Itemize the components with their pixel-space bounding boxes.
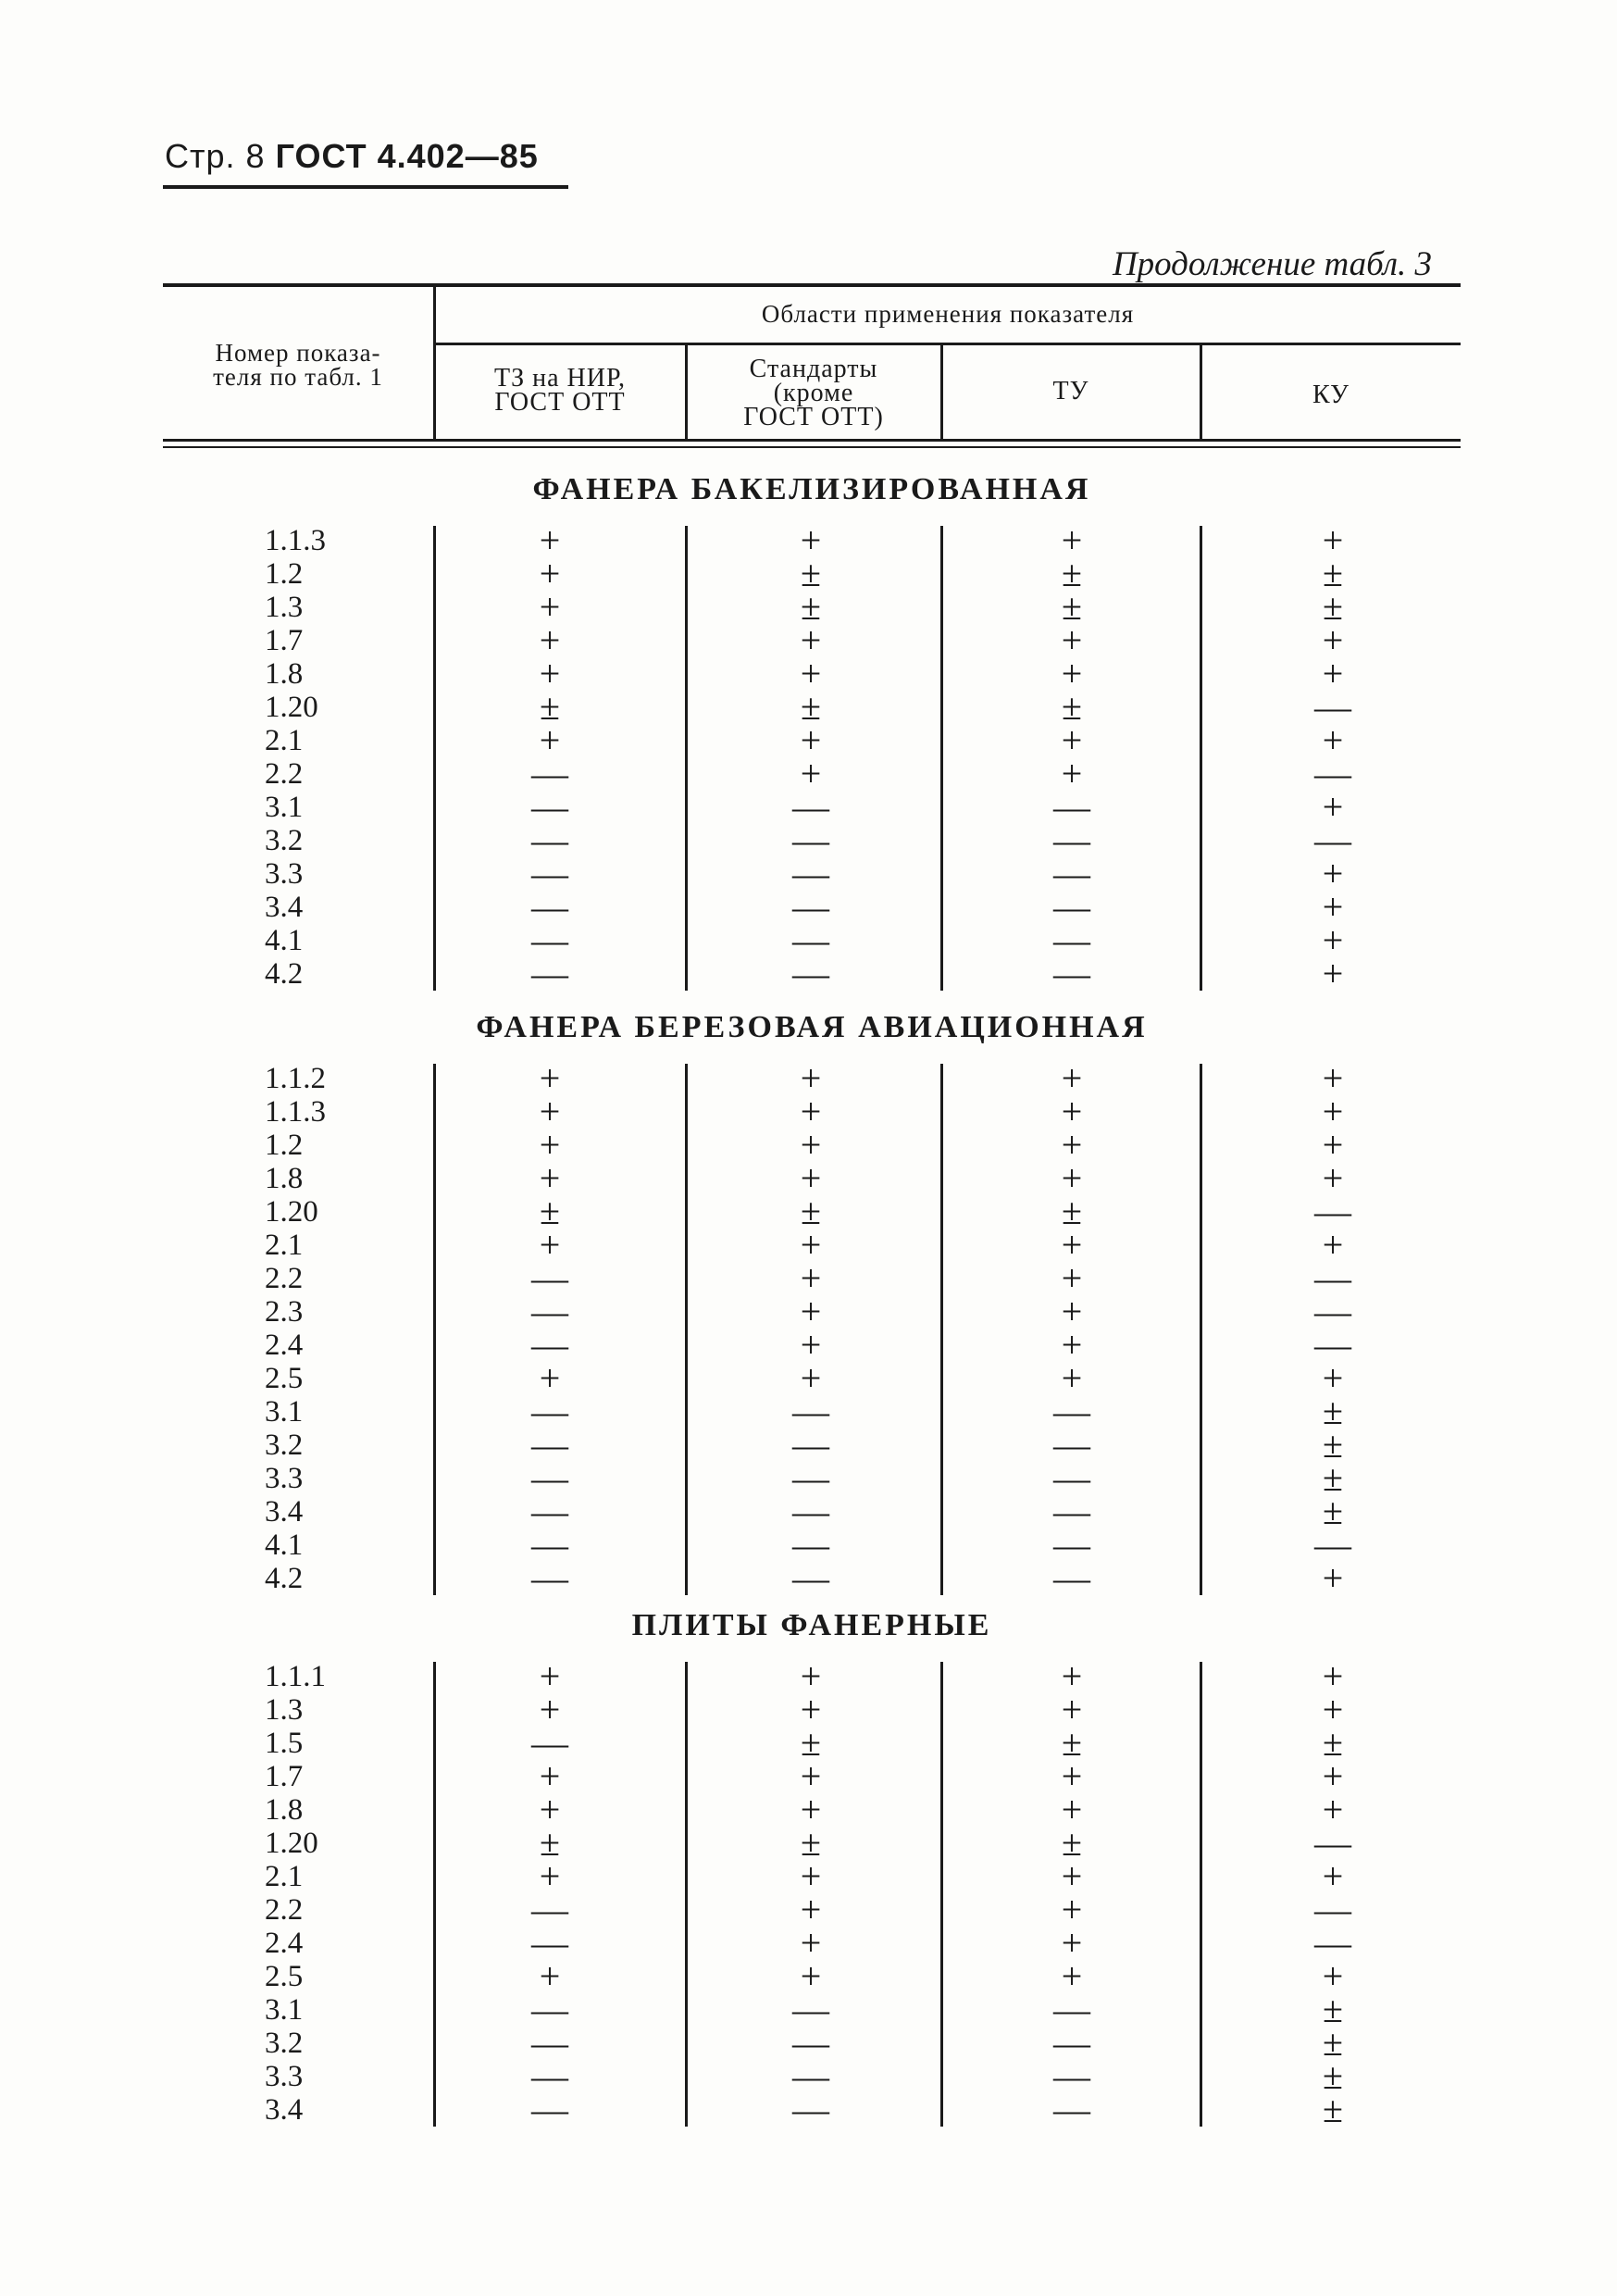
cell-standards: + xyxy=(800,1091,822,1132)
cell-tz: — xyxy=(531,1989,568,2030)
cell-standards: — xyxy=(792,2089,829,2130)
cell-tu: + xyxy=(1061,1157,1083,1199)
cell-ku: + xyxy=(1322,1855,1344,1897)
cell-standards: + xyxy=(800,1224,822,1266)
cell-tz: + xyxy=(539,1224,561,1266)
cell-ku: + xyxy=(1322,786,1344,828)
cell-ku: ± xyxy=(1323,2089,1343,2130)
cell-tz: + xyxy=(539,1789,561,1830)
cell-standards: + xyxy=(800,1655,822,1697)
cell-tu: + xyxy=(1061,1755,1083,1797)
group-rule xyxy=(435,343,1461,345)
cell-tz: — xyxy=(531,1491,568,1532)
cell-standards: — xyxy=(792,853,829,894)
cell-standards: + xyxy=(800,1789,822,1830)
cell-tu: — xyxy=(1053,853,1090,894)
indicator-number: 2.3 xyxy=(265,1295,304,1329)
indicator-number: 3.3 xyxy=(265,1462,304,1495)
column-header-number-line-2: теля по табл. 1 xyxy=(213,363,383,391)
cell-standards: + xyxy=(800,719,822,761)
cell-tu: + xyxy=(1061,1291,1083,1332)
cell-tu: + xyxy=(1061,653,1083,694)
section-title: ФАНЕРА БЕРЕЗОВАЯ АВИАЦИОННАЯ xyxy=(476,1010,1148,1044)
cell-tu: + xyxy=(1061,1324,1083,1366)
cell-ku: + xyxy=(1322,519,1344,561)
cell-standards: + xyxy=(800,653,822,694)
cell-ku: + xyxy=(1322,1091,1344,1132)
cell-standards: — xyxy=(792,2055,829,2097)
indicator-number: 1.5 xyxy=(265,1727,304,1760)
table-row xyxy=(163,953,1461,994)
indicator-number: 3.2 xyxy=(265,824,304,857)
cell-ku: — xyxy=(1314,753,1351,794)
cell-tu: — xyxy=(1053,786,1090,828)
cell-tz: — xyxy=(531,1722,568,1764)
cell-ku: + xyxy=(1322,853,1344,894)
cell-tz: + xyxy=(539,1855,561,1897)
cell-tz: — xyxy=(531,886,568,928)
cell-tz: + xyxy=(539,1357,561,1399)
indicator-number: 2.4 xyxy=(265,1927,304,1960)
cell-standards: ± xyxy=(801,1722,821,1764)
indicator-number: 1.1.3 xyxy=(265,524,326,557)
cell-tz: + xyxy=(539,586,561,628)
indicator-number: 1.1.1 xyxy=(265,1660,326,1693)
table-row xyxy=(163,2089,1461,2130)
cell-standards: — xyxy=(792,953,829,994)
cell-tu: + xyxy=(1061,1124,1083,1166)
table-section xyxy=(163,1604,1461,2136)
cell-ku: + xyxy=(1322,1789,1344,1830)
cell-tz: ± xyxy=(540,1822,560,1864)
cell-ku: + xyxy=(1322,1357,1344,1399)
cell-ku: — xyxy=(1314,1822,1351,1864)
indicator-number: 1.1.3 xyxy=(265,1095,326,1129)
cell-ku: + xyxy=(1322,953,1344,994)
indicator-number: 3.2 xyxy=(265,1429,304,1462)
indicator-number: 1.20 xyxy=(265,1827,318,1860)
indicator-number: 3.1 xyxy=(265,1395,304,1429)
indicator-number: 3.4 xyxy=(265,2093,304,2127)
cell-tu: + xyxy=(1061,1091,1083,1132)
indicator-number: 3.4 xyxy=(265,1495,304,1529)
indicator-number: 2.1 xyxy=(265,1229,304,1262)
cell-standards: + xyxy=(800,1689,822,1730)
cell-tu: + xyxy=(1061,753,1083,794)
cell-tu: ± xyxy=(1062,686,1082,728)
standard-code: ГОСТ 4.402—85 xyxy=(275,137,539,175)
cell-tz: — xyxy=(531,2055,568,2097)
cell-tz: — xyxy=(531,819,568,861)
section-title: ПЛИТЫ ФАНЕРНЫЕ xyxy=(631,1608,992,1642)
table-top-rule xyxy=(163,283,1461,287)
cell-standards: + xyxy=(800,1257,822,1299)
cell-tu: + xyxy=(1061,1955,1083,1997)
cell-ku: + xyxy=(1322,1655,1344,1697)
indicator-number: 4.2 xyxy=(265,957,304,991)
indicator-number: 2.1 xyxy=(265,724,304,757)
column-header-tz-line-1: ТЗ на НИР, xyxy=(493,364,627,393)
cell-tu: — xyxy=(1053,819,1090,861)
cell-tz: + xyxy=(539,553,561,594)
indicator-number: 3.1 xyxy=(265,1993,304,2027)
indicator-number: 1.3 xyxy=(265,591,304,624)
cell-standards: + xyxy=(800,1889,822,1930)
cell-tz: — xyxy=(531,786,568,828)
cell-ku: + xyxy=(1322,719,1344,761)
cell-ku: + xyxy=(1322,886,1344,928)
cell-tu: — xyxy=(1053,2055,1090,2097)
cell-tu: + xyxy=(1061,1655,1083,1697)
cell-ku: ± xyxy=(1323,1457,1343,1499)
cell-tu: + xyxy=(1061,1789,1083,1830)
cell-tz: — xyxy=(531,1889,568,1930)
cell-tu: + xyxy=(1061,719,1083,761)
cell-standards: — xyxy=(792,1457,829,1499)
cell-tz: — xyxy=(531,753,568,794)
page-header xyxy=(165,137,539,176)
cell-standards: + xyxy=(800,1922,822,1964)
cell-tu: — xyxy=(1053,1457,1090,1499)
cell-tz: — xyxy=(531,1324,568,1366)
cell-standards: ± xyxy=(801,586,821,628)
cell-ku: — xyxy=(1314,1889,1351,1930)
cell-standards: — xyxy=(792,1557,829,1599)
cell-tz: ± xyxy=(540,686,560,728)
indicator-number: 1.8 xyxy=(265,1793,304,1827)
cell-ku: + xyxy=(1322,619,1344,661)
indicator-number: 2.5 xyxy=(265,1362,304,1395)
cell-tz: — xyxy=(531,1557,568,1599)
cell-ku: ± xyxy=(1323,1989,1343,2030)
table-section xyxy=(163,468,1461,1000)
indicator-number: 1.3 xyxy=(265,1693,304,1727)
cell-ku: — xyxy=(1314,819,1351,861)
cell-tz: — xyxy=(531,2022,568,2064)
cell-tz: ± xyxy=(540,1191,560,1232)
cell-tz: + xyxy=(539,719,561,761)
page-prefix: Стр. xyxy=(165,137,236,175)
cell-standards: + xyxy=(800,753,822,794)
indicator-number: 1.1.2 xyxy=(265,1062,326,1095)
column-group-header: Области применения показателя xyxy=(761,300,1135,328)
indicator-number: 4.1 xyxy=(265,924,304,957)
cell-standards: — xyxy=(792,819,829,861)
indicator-number: 2.2 xyxy=(265,757,304,791)
cell-standards: ± xyxy=(801,553,821,594)
cell-tu: — xyxy=(1053,1424,1090,1466)
cell-ku: — xyxy=(1314,1324,1351,1366)
cell-tu: — xyxy=(1053,1491,1090,1532)
indicator-number: 4.1 xyxy=(265,1529,304,1562)
cell-tz: + xyxy=(539,1124,561,1166)
cell-ku: — xyxy=(1314,1257,1351,1299)
indicator-number: 1.8 xyxy=(265,1162,304,1195)
cell-tz: + xyxy=(539,653,561,694)
section-title: ФАНЕРА БАКЕЛИЗИРОВАННАЯ xyxy=(532,472,1091,506)
cell-tu: — xyxy=(1053,1524,1090,1566)
table-header xyxy=(163,283,1461,450)
cell-tu: — xyxy=(1053,2022,1090,2064)
cell-tu: + xyxy=(1061,1689,1083,1730)
indicator-number: 3.2 xyxy=(265,2027,304,2060)
cell-tu: ± xyxy=(1062,586,1082,628)
cell-tu: + xyxy=(1061,1922,1083,1964)
indicator-number: 1.2 xyxy=(265,1129,304,1162)
cell-standards: + xyxy=(800,1955,822,1997)
column-header-tu: ТУ xyxy=(1052,377,1089,406)
cell-tu: — xyxy=(1053,1557,1090,1599)
cell-tu: + xyxy=(1061,619,1083,661)
cell-tz: + xyxy=(539,619,561,661)
cell-ku: + xyxy=(1322,1955,1344,1997)
table-continuation-label: Продолжение табл. 3 xyxy=(1112,245,1432,283)
cell-standards: + xyxy=(800,1357,822,1399)
cell-standards: ± xyxy=(801,1191,821,1232)
cell-standards: + xyxy=(800,1157,822,1199)
cell-ku: + xyxy=(1322,919,1344,961)
cell-ku: ± xyxy=(1323,2055,1343,2097)
indicator-number: 2.2 xyxy=(265,1893,304,1927)
cell-tz: + xyxy=(539,1955,561,1997)
cell-tu: — xyxy=(1053,953,1090,994)
cell-tz: + xyxy=(539,519,561,561)
indicator-number: 1.7 xyxy=(265,624,304,657)
indicator-number: 2.1 xyxy=(265,1860,304,1893)
cell-tz: — xyxy=(531,919,568,961)
cell-standards: — xyxy=(792,919,829,961)
table-row xyxy=(163,1557,1461,1599)
table-head-bottom-rule xyxy=(163,439,1461,442)
cell-ku: ± xyxy=(1323,2022,1343,2064)
indicator-number: 2.2 xyxy=(265,1262,304,1295)
cell-standards: + xyxy=(800,1324,822,1366)
cell-ku: + xyxy=(1322,653,1344,694)
indicator-number: 2.4 xyxy=(265,1329,304,1362)
cell-tu: + xyxy=(1061,1357,1083,1399)
cell-standards: + xyxy=(800,1755,822,1797)
header-rule xyxy=(163,185,568,189)
cell-tz: + xyxy=(539,1655,561,1697)
cell-tz: — xyxy=(531,853,568,894)
cell-standards: ± xyxy=(801,686,821,728)
cell-ku: ± xyxy=(1323,1722,1343,1764)
cell-tz: + xyxy=(539,1755,561,1797)
cell-standards: + xyxy=(800,1124,822,1166)
table-head-bottom-rule-2 xyxy=(163,446,1461,448)
cell-ku: ± xyxy=(1323,1391,1343,1432)
cell-tz: — xyxy=(531,2089,568,2130)
cell-tu: + xyxy=(1061,1257,1083,1299)
cell-tz: — xyxy=(531,1457,568,1499)
column-header-tz-line-2: ГОСТ ОТТ xyxy=(494,388,626,417)
cell-tu: — xyxy=(1053,1989,1090,2030)
cell-standards: + xyxy=(800,1291,822,1332)
column-header-ku: КУ xyxy=(1312,381,1350,409)
cell-tz: — xyxy=(531,1524,568,1566)
cell-standards: — xyxy=(792,2022,829,2064)
cell-tu: ± xyxy=(1062,1822,1082,1864)
cell-ku: — xyxy=(1314,1922,1351,1964)
cell-tz: + xyxy=(539,1057,561,1099)
cell-standards: — xyxy=(792,1491,829,1532)
cell-ku: — xyxy=(1314,1524,1351,1566)
cell-tu: ± xyxy=(1062,553,1082,594)
cell-standards: — xyxy=(792,1989,829,2030)
cell-standards: ± xyxy=(801,1822,821,1864)
indicator-number: 1.20 xyxy=(265,691,318,724)
cell-standards: — xyxy=(792,1391,829,1432)
indicator-number: 1.7 xyxy=(265,1760,304,1793)
cell-standards: + xyxy=(800,1855,822,1897)
cell-standards: — xyxy=(792,1424,829,1466)
cell-standards: + xyxy=(800,619,822,661)
cell-ku: + xyxy=(1322,1755,1344,1797)
cell-ku: — xyxy=(1314,686,1351,728)
cell-tu: — xyxy=(1053,2089,1090,2130)
cell-tz: + xyxy=(539,1091,561,1132)
cell-standards: — xyxy=(792,886,829,928)
cell-ku: ± xyxy=(1323,1424,1343,1466)
cell-tu: + xyxy=(1061,519,1083,561)
cell-tu: + xyxy=(1061,1889,1083,1930)
indicator-number: 3.3 xyxy=(265,2060,304,2093)
cell-tu: ± xyxy=(1062,1191,1082,1232)
column-header-standards-line-2: (кроме xyxy=(773,379,854,407)
cell-tu: + xyxy=(1061,1057,1083,1099)
cell-ku: ± xyxy=(1323,586,1343,628)
column-header-standards xyxy=(687,357,940,430)
cell-tu: + xyxy=(1061,1855,1083,1897)
indicator-number: 3.1 xyxy=(265,791,304,824)
cell-ku: + xyxy=(1322,1689,1344,1730)
cell-ku: + xyxy=(1322,1124,1344,1166)
cell-tz: + xyxy=(539,1157,561,1199)
indicator-number: 1.20 xyxy=(265,1195,318,1229)
cell-tu: — xyxy=(1053,886,1090,928)
indicator-number: 1.2 xyxy=(265,557,304,591)
cell-tu: ± xyxy=(1062,1722,1082,1764)
cell-tu: — xyxy=(1053,919,1090,961)
cell-tu: — xyxy=(1053,1391,1090,1432)
cell-standards: — xyxy=(792,1524,829,1566)
column-header-number xyxy=(163,341,433,389)
cell-tz: — xyxy=(531,1922,568,1964)
cell-tz: — xyxy=(531,953,568,994)
cell-standards: — xyxy=(792,786,829,828)
column-header-standards-line-3: ГОСТ ОТТ) xyxy=(743,403,884,431)
column-header-standards-line-1: Стандарты xyxy=(749,355,878,383)
cell-ku: + xyxy=(1322,1157,1344,1199)
cell-standards: + xyxy=(800,1057,822,1099)
indicator-number: 2.5 xyxy=(265,1960,304,1993)
cell-ku: + xyxy=(1322,1557,1344,1599)
indicator-number: 3.3 xyxy=(265,857,304,891)
cell-standards: + xyxy=(800,519,822,561)
cell-ku: + xyxy=(1322,1057,1344,1099)
table-section xyxy=(163,1006,1461,1604)
column-header-tz xyxy=(435,364,685,417)
cell-tz: — xyxy=(531,1391,568,1432)
indicator-number: 1.8 xyxy=(265,657,304,691)
cell-ku: — xyxy=(1314,1291,1351,1332)
cell-ku: + xyxy=(1322,1224,1344,1266)
cell-ku: ± xyxy=(1323,553,1343,594)
cell-ku: ± xyxy=(1323,1491,1343,1532)
cell-tz: — xyxy=(531,1257,568,1299)
cell-ku: — xyxy=(1314,1191,1351,1232)
cell-tz: + xyxy=(539,1689,561,1730)
cell-tz: — xyxy=(531,1424,568,1466)
page-number: 8 xyxy=(245,137,266,175)
indicator-number: 4.2 xyxy=(265,1562,304,1595)
cell-tu: + xyxy=(1061,1224,1083,1266)
cell-tz: — xyxy=(531,1291,568,1332)
indicator-number: 3.4 xyxy=(265,891,304,924)
column-header-number-line-1: Номер показа- xyxy=(215,339,381,367)
